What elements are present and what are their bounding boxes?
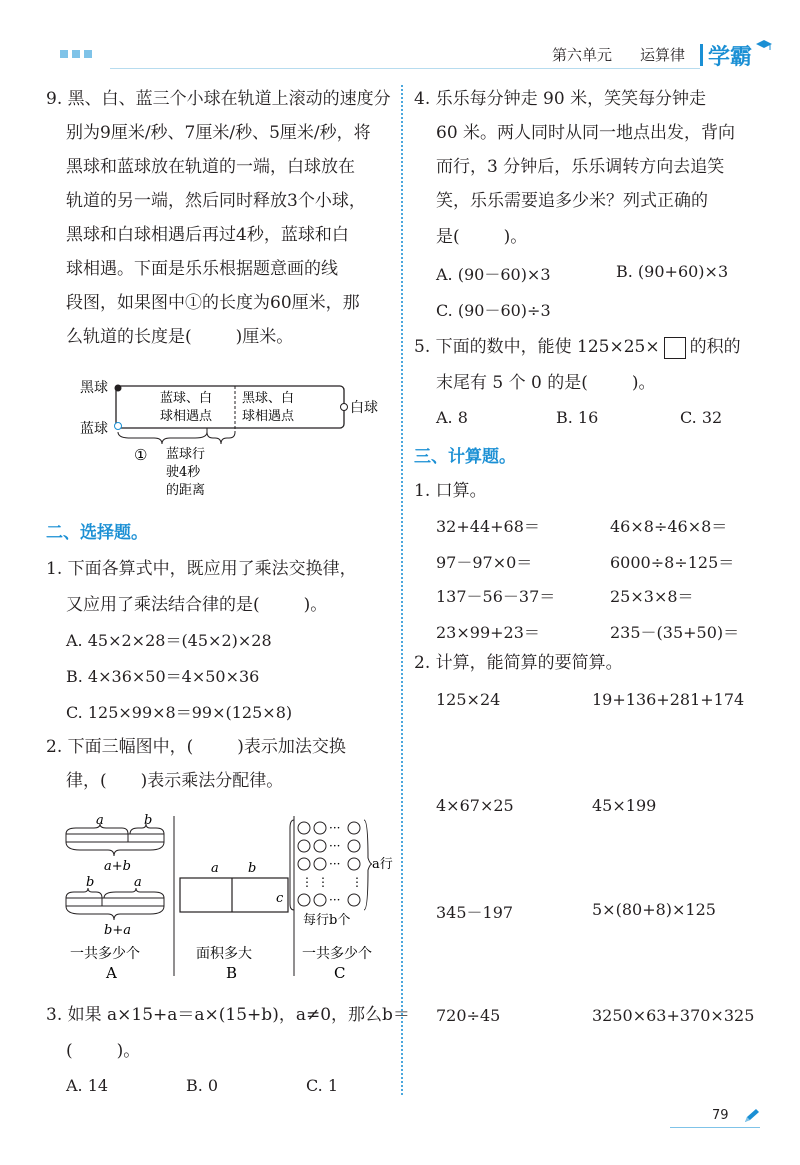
white-ball-label: 白球 [350,400,378,416]
calc-item: 5×(80+8)×125 [592,900,716,919]
fig-c-per: 每行b个 [303,913,351,928]
q2-text: )表示乘法分配律。 [140,771,284,791]
fig-b-letter: B [226,964,238,982]
q2-figures [56,808,396,988]
q9-line: 黑球和蓝球放在轨道的一端，白球放在 [66,157,355,177]
q3-line: 3. 如果 a×15+a＝a×(15+b)，a≠0，那么b＝ [46,1005,410,1025]
svg-text:···: ··· [329,839,341,853]
q2-line [66,764,283,798]
fig-a-label-b2: b [86,875,95,890]
option-b: B. 16 [556,408,599,427]
fig-b-label-b: b [248,861,257,876]
header-decoration [60,50,92,58]
calc-item: 19+136+281+174 [592,690,745,709]
calc-item: 3250×63+370×325 [592,1006,755,1025]
oral-calc-item: 97－97×0＝ [436,553,533,572]
fig-c-rows: a行 [372,857,393,872]
figure-c-text [301,821,393,982]
option-a: A. 8 [436,408,468,427]
header-bar [700,44,703,66]
q9-text: )厘米。 [235,327,294,347]
q2-line [46,730,346,764]
track [116,386,344,428]
q3-text: ( [66,1041,73,1061]
calc-item: 4×67×25 [436,796,514,815]
q9-line: 黑球和白球相遇后再过4秒，蓝球和白 [66,225,349,245]
oral-calc-item: 46×8÷46×8＝ [610,517,728,536]
oral-calc-item: 25×3×8＝ [610,587,694,606]
oral-calc-item: 235－(35+50)＝ [610,623,740,642]
graduation-cap-icon [756,40,772,50]
option-a: A. 45×2×28＝(45×2)×28 [66,631,272,650]
brace-2 [207,432,235,444]
q4-line [436,220,527,254]
blue-ball [115,423,122,430]
fig-a-label-a: a [96,813,104,828]
q1-line: 1. 下面各算式中，既应用了乘法交换律， [46,559,357,579]
fig-a-letter: A [106,964,117,982]
svg-text:⋮: ⋮ [301,875,313,889]
svg-text:⋮: ⋮ [351,875,363,889]
option-a: A. (90－60)×3 [436,265,551,284]
calc2-title: 2. 计算，能简算的要简算。 [414,653,623,673]
topic-title: 运算律 [640,46,686,64]
q3-line [66,1034,140,1068]
q9-line: 段图，如果图中①的长度为60厘米，那 [66,293,360,313]
q4-line: 4. 乐乐每分钟走 90 米，笑笑每分钟走 [414,89,707,109]
option-c: C. 125×99×8＝99×(125×8) [66,703,293,722]
brand-logo: 学霸 [708,45,753,70]
meet1-label: 蓝球、白 [160,391,213,406]
answer-box[interactable] [664,337,686,359]
white-ball [341,404,348,411]
meet1-label: 球相遇点 [160,409,213,424]
q9-line: 别为9厘米/秒、7厘米/秒、5厘米/秒，将 [66,123,371,143]
q9-line: 9. 黑、白、蓝三个小球在轨道上滚动的速度分 [46,89,391,109]
q3-text: )。 [116,1041,141,1061]
svg-text:···: ··· [329,893,341,907]
q5-text: 的积的 [689,337,741,357]
calc1-title: 1. 口算。 [414,481,487,501]
q5-text: )。 [631,373,656,393]
option-c: C. 32 [680,408,723,427]
svg-text:···: ··· [329,821,341,835]
calc-item: 125×24 [436,690,501,709]
fig-a-sum1: a+b [104,859,131,874]
fig-b-caption: 面积多大 [196,946,252,962]
oral-calc-item: 32+44+68＝ [436,517,540,536]
dist-label: 的距离 [166,483,206,498]
fig-a-caption: 一共多少个 [70,946,140,962]
meet2-label: 球相遇点 [242,409,295,424]
header-rule [110,68,700,69]
column-divider [401,85,403,1095]
track-line-diagram [70,372,400,502]
q2-text: 2. 下面三幅图中，( [46,737,194,757]
calc-item: 720÷45 [436,1006,501,1025]
q4-text: )。 [503,227,528,247]
circle-one-label: ① [134,446,148,464]
unit-title: 第六单元 [552,46,613,64]
q2-text: 律，( [66,771,107,791]
calc-item: 45×199 [592,796,657,815]
black-ball-label: 黑球 [80,380,108,396]
oral-calc-item: 137－56－37＝ [436,587,556,606]
fig-a-sum2: b+a [104,923,131,938]
section-heading: 三、计算题。 [414,447,516,467]
fig-c-caption: 一共多少个 [302,946,372,962]
q4-line: 笑，乐乐需要追多少米？列式正确的 [436,191,708,211]
blue-ball-label: 蓝球 [80,421,108,437]
option-b: B. 4×36×50＝4×50×36 [66,667,260,686]
pencil-icon [743,1108,761,1124]
q4-text: 是( [436,227,460,247]
oral-calc-item: 23×99+23＝ [436,623,540,642]
option-b: B. (90+60)×3 [616,262,729,281]
fig-c-letter: C [334,964,346,982]
q4-line: 而行，3 分钟后，乐乐调转方向去追笑 [436,157,725,177]
q1-text: 又应用了乘法结合律的是( [66,595,260,615]
svg-text:⋮: ⋮ [317,875,329,889]
option-c: C. (90－60)÷3 [436,301,551,320]
oral-calc-item: 6000÷8÷125＝ [610,553,735,572]
fig-a-label-a2: a [134,875,142,890]
q2-text: )表示加法交换 [237,737,346,757]
brace-1 [118,432,207,444]
option-c: C. 1 [306,1076,339,1095]
dist-label: 蓝球行 [166,447,206,462]
figure-a [66,813,164,982]
q9-text: 么轨道的长度是( [66,327,192,347]
dist-label: 驶4秒 [166,465,201,480]
q4-line: 60 米。两人同时从同一地点出发，背向 [436,123,736,143]
option-a: A. 14 [66,1076,109,1095]
q5-text: 末尾有 5 个 0 的是( [436,373,588,393]
q5-text: 5. 下面的数中，能使 125×25× [414,337,660,357]
page-number: 79 [712,1108,729,1123]
q5-line [436,366,656,400]
fig-b-label-c: c [276,891,284,906]
fig-b-label-a: a [211,861,219,876]
black-ball [115,385,122,392]
svg-text:···: ··· [329,857,341,871]
q9-line: 轨道的另一端，然后同时释放3个小球， [66,191,366,211]
calc-item: 345－197 [436,903,514,922]
option-b: B. 0 [186,1076,219,1095]
q9-line [66,320,293,354]
section-heading: 二、选择题。 [46,523,148,543]
footer-rule [670,1127,760,1128]
meet2-label: 黑球、白 [242,391,295,406]
fig-a-label-b: b [144,813,153,828]
q5-line [414,330,741,364]
q1-line [66,588,327,622]
figure-b [180,861,288,982]
q1-text: )。 [303,595,328,615]
q9-line: 球相遇。下面是乐乐根据题意画的线 [66,259,338,279]
